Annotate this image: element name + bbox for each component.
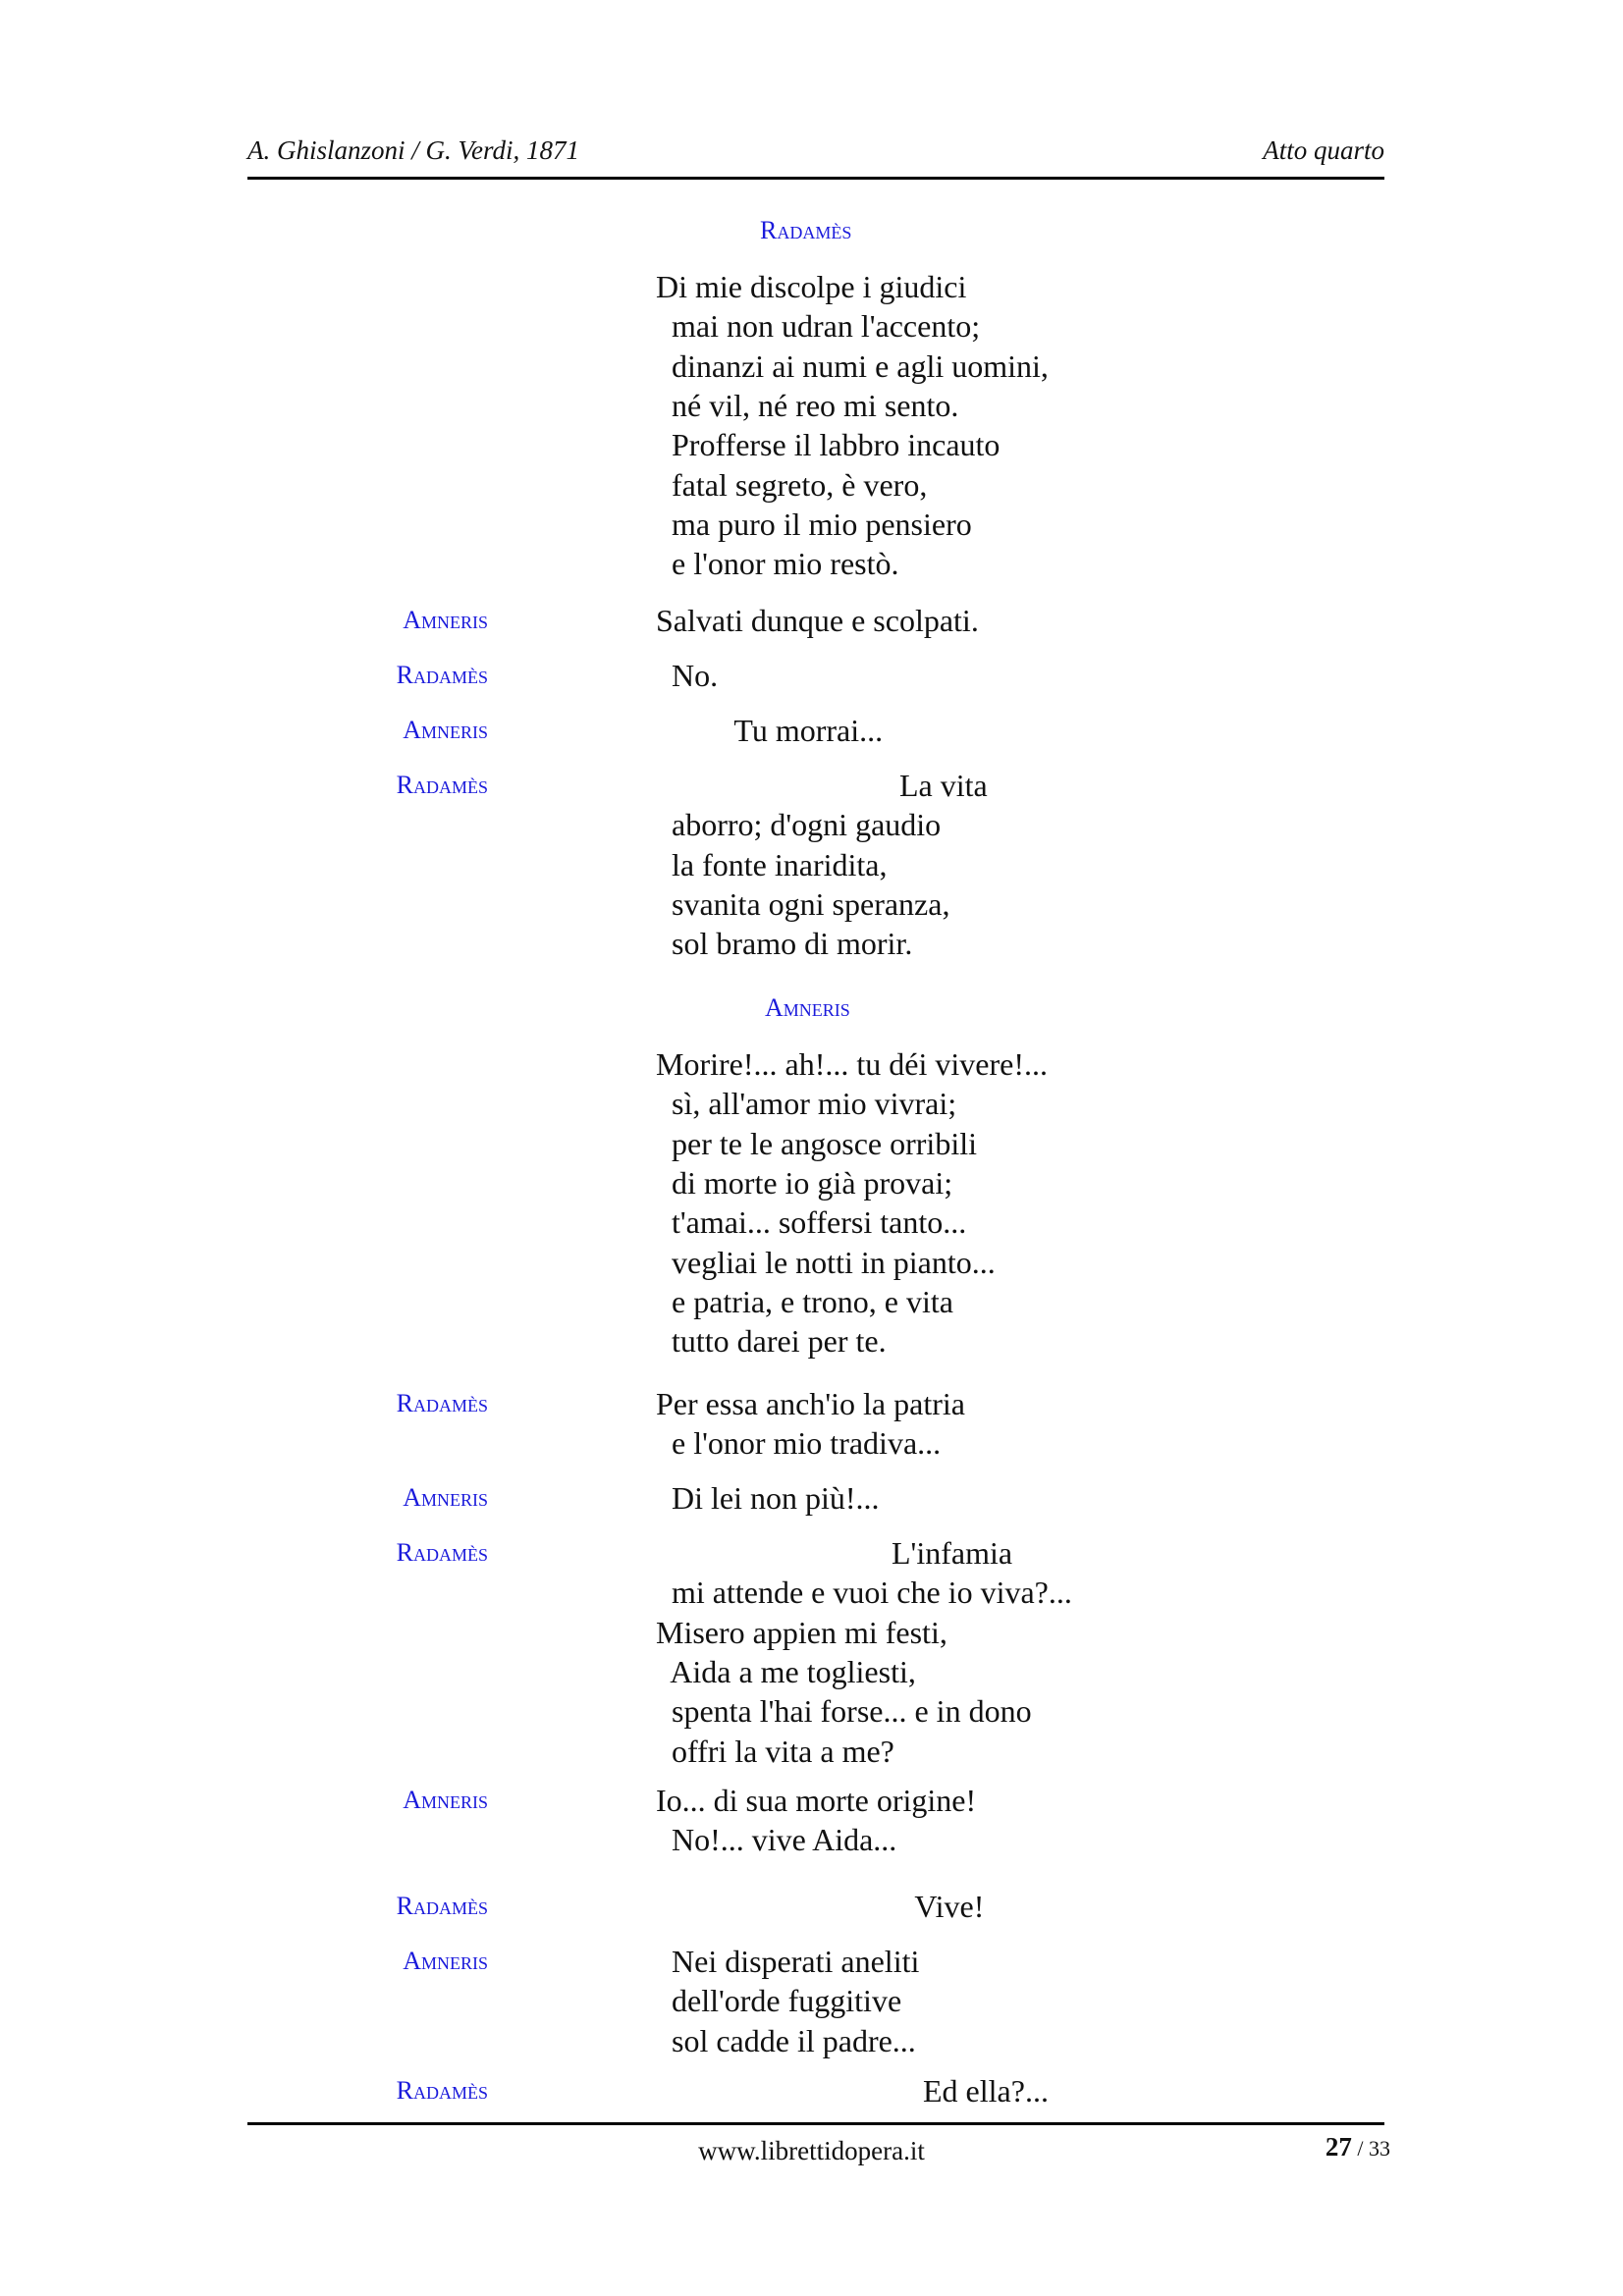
header-author: A. Ghislanzoni / G. Verdi, 1871 [247, 135, 580, 165]
verse-line: Nei disperati aneliti [656, 1944, 920, 1979]
current-page: 27 [1325, 2132, 1352, 2162]
speaker-name: Amneris [403, 606, 488, 634]
verse-line: Di mie discolpe i giudici [656, 269, 967, 304]
verse-line: Per essa anch'io la patria [656, 1386, 965, 1421]
page-number [1325, 2132, 1390, 2163]
footer-url: www.librettidopera.it [698, 2136, 925, 2165]
verse-line: offri la vita a me? [656, 1733, 894, 1769]
verse-line: dell'orde fuggitive [656, 1983, 902, 2019]
verse-line: sì, all'amor mio vivrai; [656, 1086, 957, 1122]
verse-line: per te le angosce orribili [656, 1125, 977, 1161]
verse-line: Profferse il labbro incauto [656, 427, 1001, 463]
speaker-name: Amneris [403, 1483, 488, 1512]
verse-line: Io... di sua morte origine! [656, 1783, 977, 1818]
verse-line: Ed ella?... [656, 2073, 1049, 2109]
verse-line: svanita ogni speranza, [656, 885, 950, 922]
verse-line: Vive! [656, 1889, 985, 1924]
speaker-name: Radamès [396, 1892, 488, 1920]
verse-line: sol cadde il padre... [656, 2022, 916, 2058]
verse-line: Salvati dunque e scolpati. [656, 603, 979, 638]
verse-line: tutto darei per te. [656, 1323, 887, 1360]
header-act: Atto quarto [1263, 135, 1384, 165]
verse-line: No. [656, 658, 719, 693]
verse-line: ma puro il mio pensiero [656, 506, 972, 542]
speaker-name: Radamès [760, 216, 852, 244]
total-pages: / 33 [1351, 2136, 1390, 2161]
speaker-name: Amneris [403, 1947, 488, 1975]
verse-line: t'amai... soffersi tanto... [656, 1204, 967, 1241]
verse-line: Aida a me togliesti, [656, 1653, 916, 1689]
verse-line: dinanzi ai numi e agli uomini, [656, 347, 1049, 384]
speaker-name: Radamès [396, 771, 488, 799]
speaker-name: Radamès [396, 1389, 488, 1417]
verse-line: No!... vive Aida... [656, 1822, 897, 1858]
verse-line: aborro; d'ogni gaudio [656, 807, 942, 843]
page-header [247, 135, 1384, 180]
verse-line: L'infamia [656, 1535, 1013, 1571]
speaker-name: Radamès [396, 2076, 488, 2105]
verse-line: né vil, né reo mi sento. [656, 387, 959, 423]
verse-line: Di lei non più!... [656, 1480, 880, 1516]
speaker-name: Amneris [403, 716, 488, 744]
speaker-name: Radamès [396, 661, 488, 689]
verse-line: mai non udran l'accento; [656, 308, 981, 345]
verse-line: mi attende e vuoi che io viva?... [656, 1575, 1072, 1611]
verse-line: La vita [656, 768, 988, 803]
verse-line: sol bramo di morir. [656, 926, 913, 962]
verse-line: Tu morrai... [656, 713, 884, 748]
verse-line: di morte io già provai; [656, 1164, 953, 1201]
verse-line: e l'onor mio tradiva... [656, 1425, 942, 1462]
verse-line: Misero appien mi festi, [656, 1614, 947, 1650]
verse-line: e patria, e trono, e vita [656, 1283, 953, 1319]
speaker-name: Amneris [403, 1786, 488, 1814]
verse-line: e l'onor mio restò. [656, 546, 899, 582]
verse-line: vegliai le notti in pianto... [656, 1244, 996, 1280]
speaker-name: Amneris [765, 993, 850, 1022]
verse-line: spenta l'hai forse... e in dono [656, 1693, 1032, 1730]
footer-divider [247, 2122, 1384, 2125]
speaker-name: Radamès [396, 1538, 488, 1567]
verse-line: la fonte inaridita, [656, 846, 888, 882]
verse-line: fatal segreto, è vero, [656, 466, 928, 503]
verse-line: Morire!... ah!... tu déi vivere!... [656, 1046, 1048, 1082]
